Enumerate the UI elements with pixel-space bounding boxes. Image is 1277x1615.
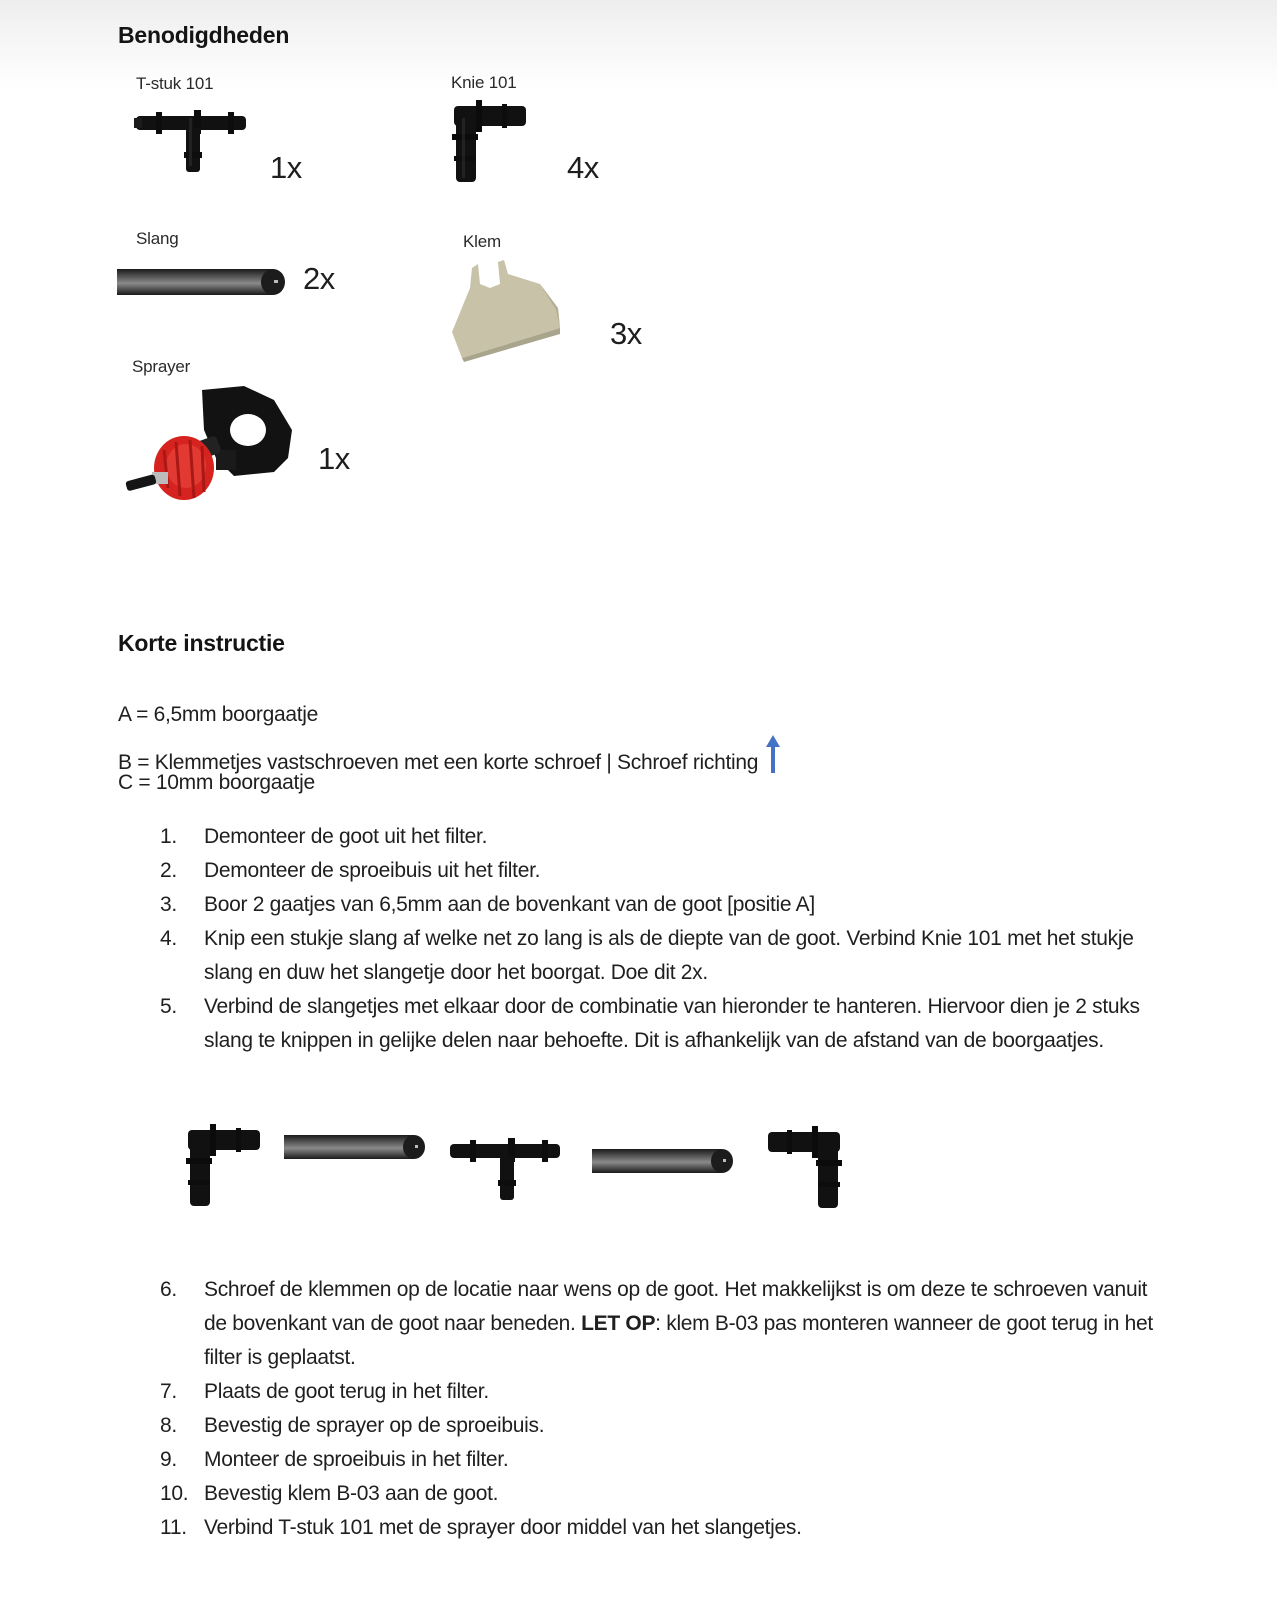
step-text: Bevestig de sprayer op de sproeibuis. [204, 1414, 545, 1437]
legend-a: A = 6,5mm boorgaatje [118, 703, 319, 726]
sprayer-icon [124, 380, 294, 510]
step-number: 3. [160, 893, 177, 916]
elbow-connector-icon [186, 1122, 266, 1208]
step-number: 1. [160, 825, 177, 848]
step-text-part: : klem B-03 pas monteren wanneer de goot terug in het filter is geplaatst. [204, 1312, 1153, 1369]
step-number: 11. [160, 1516, 187, 1539]
step-text: Verbind de slangetjes met elkaar door de combinatie van hieronder te hanteren. Hiervoor dien je 2 stuks slang te knippen in gelijke delen naar behoefte. Dit is afhankelijk van de afstand van de boorgaatjes. [204, 995, 1140, 1052]
step-text: Monteer de sproeibuis in het filter. [204, 1448, 509, 1471]
step-text: Knip een stukje slang af welke net zo lang is als de diepte van de goot. Verbind Knie 101 met het stukje slang en duw het slangetje door het boorgat. Doe dit 2x. [204, 927, 1134, 984]
step-8 [160, 1409, 1170, 1443]
step-number: 10. [160, 1482, 189, 1505]
parts-heading: Benodigdheden [118, 22, 290, 48]
hose-icon [284, 1134, 426, 1160]
step-text [204, 1273, 1170, 1375]
part-label-clamp: Klem [463, 232, 501, 251]
step-6 [160, 1273, 1170, 1375]
part-label-elbow: Knie 101 [451, 73, 517, 92]
step-number: 4. [160, 927, 177, 950]
step-number: 5. [160, 995, 177, 1018]
step-text-part: Schroef de klemmen op de locatie naar wens op de goot. Het makkelijkst is om deze te schroeven vanuit de bovenkant van de goot naar beneden. [204, 1278, 1148, 1335]
part-label-sprayer: Sprayer [132, 357, 191, 376]
step-9 [160, 1443, 1170, 1477]
part-qty-tee: 1x [270, 150, 302, 185]
tee-connector-icon [448, 1128, 564, 1208]
elbow-connector-icon [762, 1124, 842, 1210]
part-qty-elbow: 4x [567, 150, 599, 185]
step-3 [160, 888, 1170, 922]
hose-icon [592, 1148, 734, 1174]
step-7 [160, 1375, 1170, 1409]
step-2 [160, 854, 1170, 888]
part-qty-clamp: 3x [610, 316, 642, 351]
step-number: 7. [160, 1380, 177, 1403]
step-5 [160, 990, 1170, 1058]
step-text: Verbind T-stuk 101 met de sprayer door middel van het slangetjes. [204, 1516, 802, 1539]
step-10 [160, 1477, 1170, 1511]
step-number: 8. [160, 1414, 177, 1437]
step-text: Bevestig klem B-03 aan de goot. [204, 1482, 499, 1505]
legend-b [118, 737, 780, 775]
step-11 [160, 1511, 1170, 1545]
arrow-up-icon [766, 735, 780, 773]
step-4 [160, 922, 1170, 990]
clamp-icon [448, 258, 568, 362]
step-text: Demonteer de goot uit het filter. [204, 825, 488, 848]
elbow-connector-icon [452, 98, 532, 184]
step-1 [160, 820, 1170, 854]
instructions-heading: Korte instructie [118, 630, 285, 656]
legend-c: C = 10mm boorgaatje [118, 771, 315, 794]
assembly-sequence [186, 1122, 842, 1210]
part-qty-sprayer: 1x [318, 441, 350, 476]
part-qty-hose: 2x [303, 261, 335, 296]
step-text: Plaats de goot terug in het filter. [204, 1380, 489, 1403]
part-label-hose: Slang [136, 229, 179, 248]
step-number: 9. [160, 1448, 177, 1471]
legend-b-text: B = Klemmetjes vastschroeven met een korte schroef | Schroef richting [118, 751, 759, 774]
step-text: Demonteer de sproeibuis uit het filter. [204, 859, 541, 882]
step-number: 6. [160, 1278, 177, 1301]
part-label-tee: T-stuk 101 [136, 74, 214, 93]
step-number: 2. [160, 859, 177, 882]
step-text: Boor 2 gaatjes van 6,5mm aan de bovenkant van de goot [positie A] [204, 893, 815, 916]
hose-icon [117, 267, 287, 297]
tee-connector-icon [134, 100, 250, 180]
warning-label: LET OP [581, 1312, 656, 1335]
